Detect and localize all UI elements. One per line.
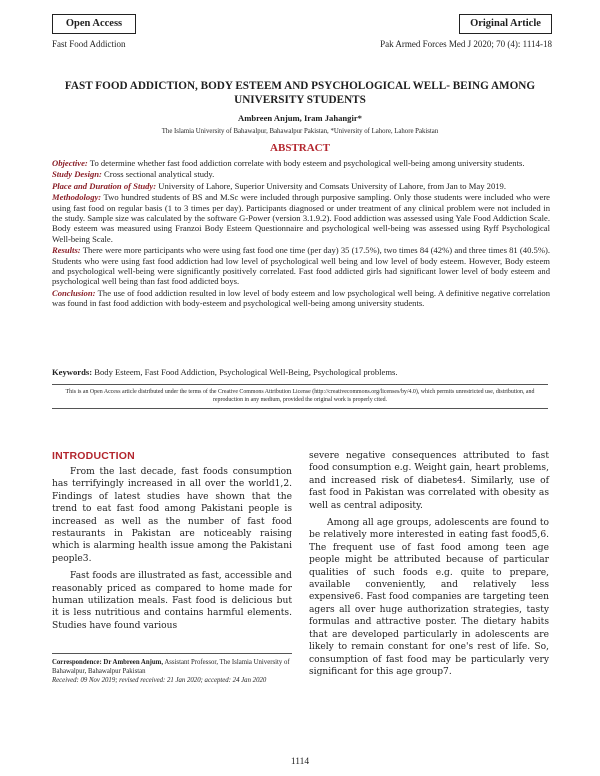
keywords-label: Keywords: bbox=[52, 367, 93, 377]
running-head-right: Pak Armed Forces Med J 2020; 70 (4): 1114-18 bbox=[380, 39, 552, 49]
keywords-line bbox=[52, 367, 550, 377]
abstract-body bbox=[52, 158, 550, 310]
abstract-label: Place and Duration of Study: bbox=[52, 180, 157, 191]
introduction-heading: INTRODUCTION bbox=[52, 450, 135, 462]
keywords-text: Body Esteem, Fast Food Addiction, Psychological Well-Being, Psychological problems. bbox=[92, 367, 398, 377]
body-paragraph: severe negative consequences attributed to fast food consumption e.g. Weight gain, heart problems, and increased risk of diabetes4. Similarly, use of fast food in Pakistan was correlated with obesity as well as central adiposity. bbox=[309, 451, 549, 511]
abstract-conclusion bbox=[52, 288, 550, 309]
correspondence-note bbox=[52, 653, 292, 686]
abstract-label: Methodology: bbox=[52, 192, 102, 203]
body-paragraph: From the last decade, fast foods consumption has terrifyingly increased in all over the world1,2. Findings of latest studies have shown that the trend to eat fast food among Pakistani people is increased as well as the number of fast food restaurants in Pakistan are noticeably raising which is alarming health issue among the Pakistani people3. bbox=[52, 467, 292, 564]
abstract-methodology bbox=[52, 192, 550, 244]
abstract-heading: ABSTRACT bbox=[270, 142, 330, 154]
running-head-left: Fast Food Addiction bbox=[52, 39, 126, 49]
body-paragraph: Fast foods are illustrated as fast, accessible and reasonably priced as compared to home made for human utilization meals. Fast food is delicious but it is less nutritious and contains harmful elements. Studies have found various bbox=[52, 571, 292, 631]
open-access-label: Open Access bbox=[52, 14, 136, 34]
abstract-label: Study Design: bbox=[52, 169, 102, 180]
article-affiliation: The Islamia University of Bahawalpur, Bahawalpur Pakistan, *University of Lahore, Lahore Pakistan bbox=[161, 128, 439, 135]
abstract-results bbox=[52, 245, 550, 287]
original-article-label: Original Article bbox=[459, 14, 552, 34]
abstract-text: Two hundred students of BS and M.Sc were included through purposive sampling. Only those students were included who were using fast food on regular basis (1 to 3 times per day). Participants diagnosed or under treatment of any clinical problem were not included in the study. Sample size was calculated by the software G-Power (version 3.1.9.2). Food addiction was assessed using Yale Food Addiction Scale. Body esteem was measured using Franzoi Body Esteem Questionnaire and psychological well-being was assessed using Ryff Psychological Well-being Scale. bbox=[52, 192, 550, 244]
received-dates: Received: 09 Nov 2019; revised received: 21 Jan 2020; accepted: 24 Jan 2020 bbox=[52, 677, 267, 685]
abstract-study-design bbox=[52, 169, 550, 179]
abstract-text: University of Lahore, Superior University and Comsats University of Lahore, from Jan to May 2019. bbox=[156, 180, 506, 191]
body-paragraph: Among all age groups, adolescents are found to be relatively more interested in eating fast food5,6. The frequent use of fast food among teen age people might be attributed because of particular qualities of such foods e.g. quite to prepare, available conveniently, and relatively less expensive6. Fast food companies are targeting teen agers all over huge authorization strategies, tasty formulas and attractive poster. The dietary habits that are developed particularly in adolescents are likely to remain constant for one's rest of life. So, consumption of fast food may be particularly very significant for this age group7. bbox=[309, 518, 549, 677]
abstract-text: To determine whether fast food addiction correlate with body esteem and psychological well-being among university students. bbox=[87, 158, 525, 168]
abstract-label: Results: bbox=[52, 245, 81, 256]
abstract-text: The use of food addiction resulted in low level of body esteem and low psychological well being. A definitive negative correlation was found in fast food addiction with body-esteem and psychological well-being among university students. bbox=[52, 287, 550, 309]
body-column-right bbox=[309, 450, 549, 683]
abstract-text: Cross sectional analytical study. bbox=[101, 169, 215, 180]
abstract-label: Objective: bbox=[52, 158, 88, 168]
body-column-left bbox=[52, 450, 292, 637]
abstract-label: Conclusion: bbox=[52, 287, 96, 298]
license-notice: This is an Open Access article distributed under the terms of the Creative Commons Attribution License (http://creativecommons.org/licenses/by/4.0), which permits unrestricted use, distribution, and reproduction in any medium, provided the original work is properly cited. bbox=[52, 384, 548, 409]
article-authors: Ambreen Anjum, Iram Jahangir* bbox=[238, 113, 362, 123]
correspondence-label: Correspondence: Dr Ambreen Anjum, bbox=[52, 659, 164, 666]
abstract-place-duration bbox=[52, 181, 550, 191]
article-title: FAST FOOD ADDICTION, BODY ESTEEM AND PSYCHOLOGICAL WELL- BEING AMONG UNIVERSITY STUDENTS bbox=[64, 80, 536, 106]
page-number: 1114 bbox=[290, 757, 310, 767]
correspondence-text: Assistant Professor, The Islamia University of Bahawalpur, Bahawalpur Pakistan bbox=[52, 659, 290, 676]
abstract-text: There were more participants who were using fast food one time (per day) 35 (17.5%), two times 84 (42%) and three times 81 (40.5%). Students who were using fast food addiction had low level of psychological well being and low level of body esteem. However, Body esteem and psychological well-being were significantly positively correlated. Fast food addicted girls had significant lower level of body esteem and psychological well being than fast food addicted boys. bbox=[52, 245, 550, 287]
abstract-objective bbox=[52, 158, 550, 168]
